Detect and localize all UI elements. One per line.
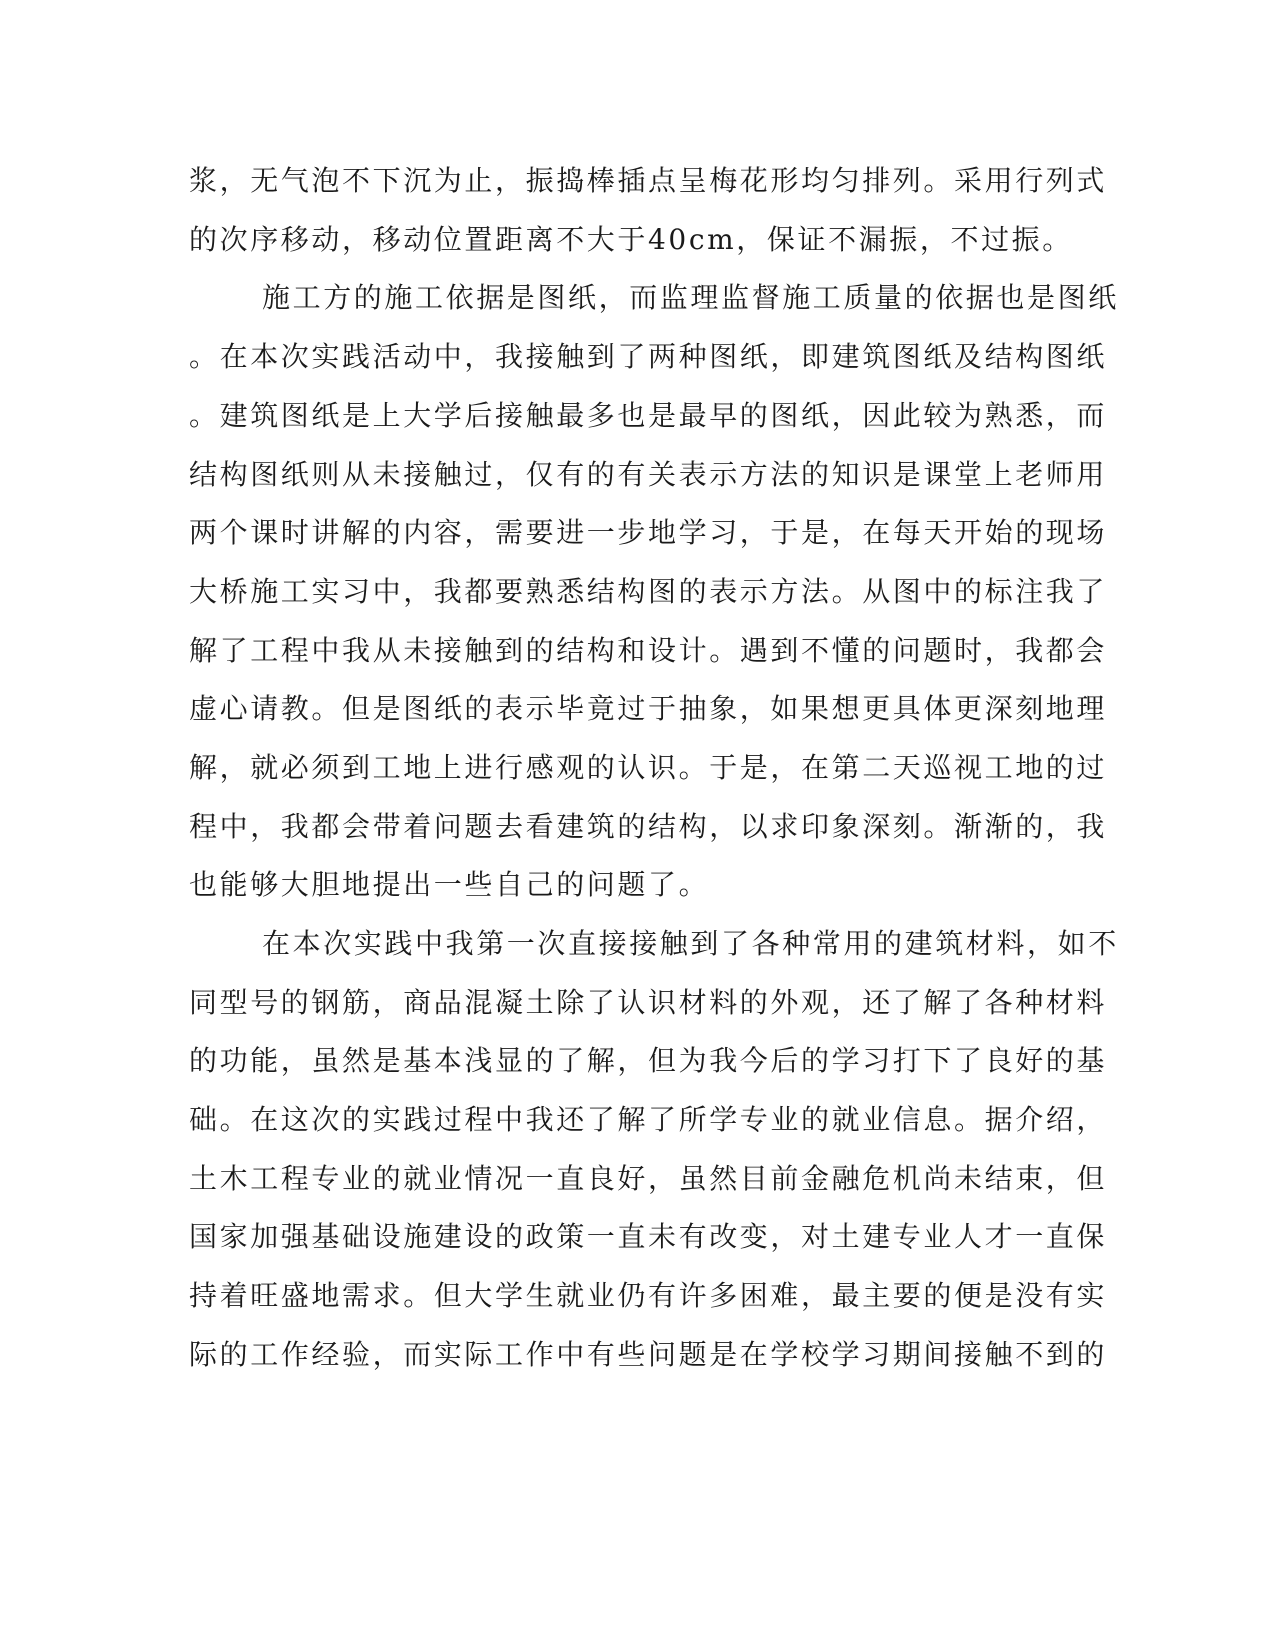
text-line: 解了工程中我从未接触到的结构和设计。遇到不懂的问题时，我都会	[189, 634, 1108, 667]
text-line: 浆，无气泡不下沉为止，振捣棒插点呈梅花形均匀排列。采用行列式	[189, 164, 1108, 197]
text-line: 也能够大胆地提出一些自己的问题了。	[189, 868, 710, 901]
text-line: 的功能，虽然是基本浅显的了解，但为我今后的学习打下了良好的基	[189, 1044, 1108, 1077]
paragraph-first-line: 施工方的施工依据是图纸，而监理监督施工质量的依据也是图纸	[262, 281, 1119, 314]
text-line: 两个课时讲解的内容，需要进一步地学习，于是，在每天开始的现场	[189, 516, 1108, 549]
text-line: 解，就必须到工地上进行感观的认识。于是，在第二天巡视工地的过	[189, 751, 1108, 784]
text-line: 程中，我都会带着问题去看建筑的结构，以求印象深刻。渐渐的，我	[189, 810, 1108, 843]
text-line: 。在本次实践活动中，我接触到了两种图纸，即建筑图纸及结构图纸	[189, 340, 1108, 373]
text-line: 国家加强基础设施建设的政策一直未有改变，对土建专业人才一直保	[189, 1220, 1108, 1253]
text-line: 持着旺盛地需求。但大学生就业仍有许多困难，最主要的便是没有实	[189, 1279, 1108, 1312]
text-line: 虚心请教。但是图纸的表示毕竟过于抽象，如果想更具体更深刻地理	[189, 692, 1108, 725]
text-line: 同型号的钢筋，商品混凝土除了认识材料的外观，还了解了各种材料	[189, 986, 1108, 1019]
text-line: 。建筑图纸是上大学后接触最多也是最早的图纸，因此较为熟悉，而	[189, 399, 1108, 432]
text-line: 际的工作经验，而实际工作中有些问题是在学校学习期间接触不到的	[189, 1338, 1108, 1371]
text-line: 土木工程专业的就业情况一直良好，虽然目前金融危机尚未结束，但	[189, 1162, 1108, 1195]
paragraph-first-line: 在本次实践中我第一次直接接触到了各种常用的建筑材料，如不	[262, 927, 1119, 960]
text-line: 的次序移动，移动位置距离不大于40cm，保证不漏振，不过振。	[189, 223, 1073, 256]
text-line: 结构图纸则从未接触过，仅有的有关表示方法的知识是课堂上老师用	[189, 458, 1108, 491]
text-line: 大桥施工实习中，我都要熟悉结构图的表示方法。从图中的标注我了	[189, 575, 1108, 608]
text-line: 础。在这次的实践过程中我还了解了所学专业的就业信息。据介绍，	[189, 1103, 1108, 1136]
